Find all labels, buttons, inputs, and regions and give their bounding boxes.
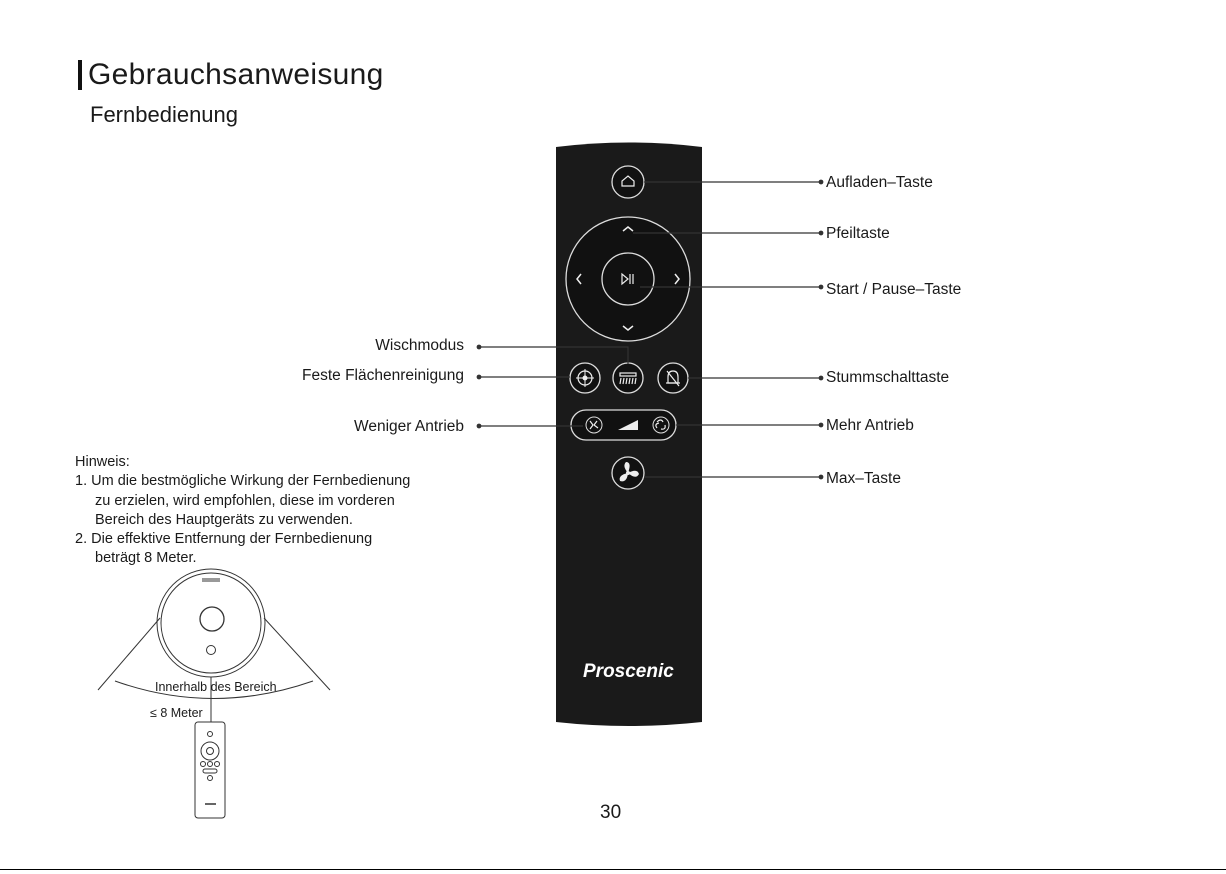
robot-button [207, 646, 216, 655]
power-control[interactable] [571, 410, 676, 440]
label-start-pause-button: Start / Pause–Taste [826, 281, 962, 298]
label-arrow-button: Pfeiltaste [826, 225, 890, 242]
brand-logo-text: Proscenic [583, 661, 674, 682]
robot-vacuum [157, 569, 265, 677]
label-mop-mode: Wischmodus [375, 337, 464, 354]
distance-label: ≤ 8 Meter [150, 706, 203, 720]
note-item1-line3: Bereich des Hauptgeräts zu verwenden. [95, 511, 353, 528]
bottom-divider [0, 869, 1226, 870]
note-heading: Hinweis: [75, 454, 130, 470]
max-button[interactable] [612, 457, 644, 489]
robot-laser-tower [200, 607, 224, 631]
mute-button[interactable] [658, 363, 688, 393]
callout-dots-right [819, 180, 824, 480]
label-spot-clean: Feste Flächenreinigung [302, 367, 464, 384]
label-more-power: Mehr Antrieb [826, 417, 914, 434]
page-title-text: Gebrauchsanweisung [88, 58, 384, 91]
note-item1-line1: 1. Um die bestmögliche Wirkung der Fernbedienung [75, 473, 411, 490]
label-max-button: Max–Taste [826, 470, 901, 487]
label-mute-button: Stummschalttaste [826, 369, 950, 386]
label-charge-button: Aufladen–Taste [826, 174, 933, 191]
home-button[interactable] [612, 166, 644, 198]
range-label: Innerhalb des Bereich [155, 680, 277, 694]
page-number: 30 [600, 802, 622, 823]
direction-pad[interactable] [566, 217, 690, 341]
page-subtitle: Fernbedienung [90, 102, 239, 127]
note-item1-line2: zu erzielen, wird empfohlen, diese im vorderen [95, 492, 395, 509]
mop-button[interactable] [613, 363, 643, 393]
callout-dots-left [477, 345, 482, 429]
note-item2-line1: 2. Die effektive Entfernung der Fernbedienung [75, 531, 373, 548]
brand-logo [583, 661, 674, 682]
note-item2-line2: beträgt 8 Meter. [95, 550, 197, 567]
label-less-power: Weniger Antrieb [354, 418, 464, 435]
spot-clean-button[interactable] [570, 363, 600, 393]
note-block [75, 453, 410, 569]
